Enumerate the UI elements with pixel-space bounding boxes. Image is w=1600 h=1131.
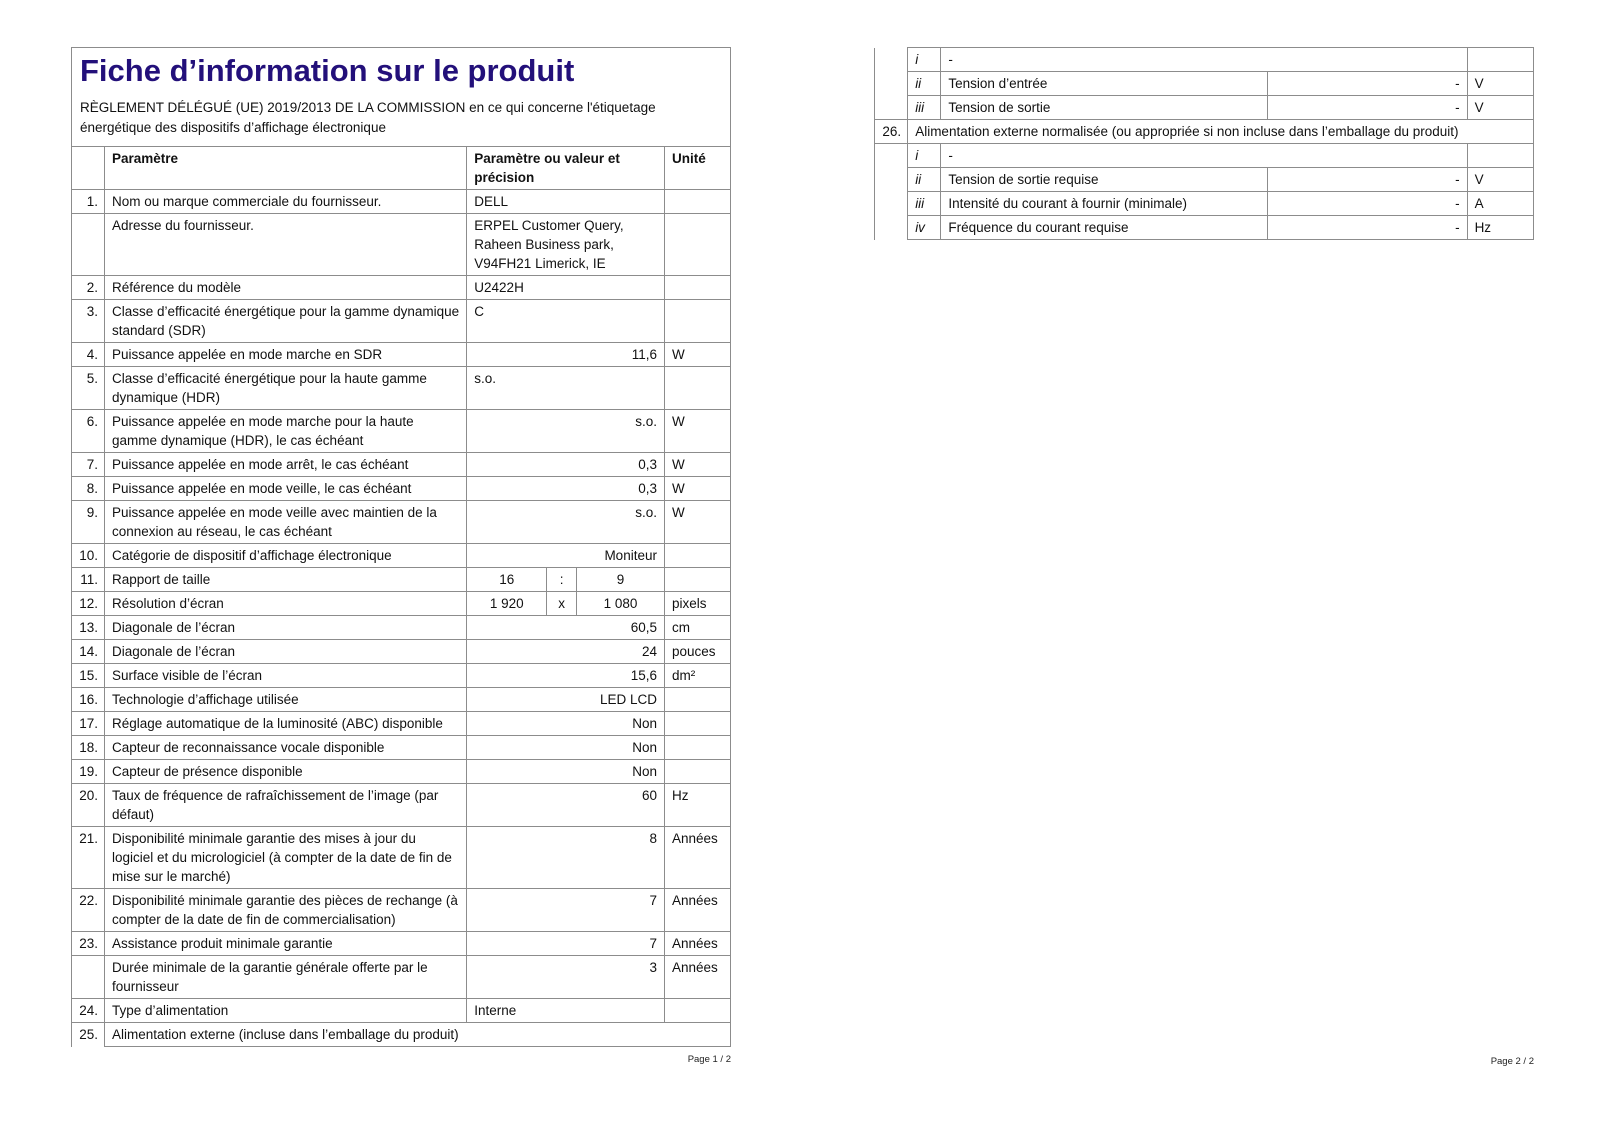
sub-unit: V bbox=[1467, 168, 1533, 192]
row-value: 60,5 bbox=[467, 616, 665, 640]
row-num: 4. bbox=[72, 343, 105, 367]
row-unit bbox=[664, 568, 730, 592]
table-row bbox=[72, 190, 731, 214]
row-num: 15. bbox=[72, 664, 105, 688]
sub-row bbox=[875, 48, 1534, 72]
row-value: s.o. bbox=[467, 501, 665, 544]
row-param: Rapport de taille bbox=[104, 568, 466, 592]
row-value: 7 bbox=[467, 889, 665, 932]
row-param: Réglage automatique de la luminosité (ABC) disponible bbox=[104, 712, 466, 736]
row-unit: pouces bbox=[664, 640, 730, 664]
row-value: Non bbox=[467, 712, 665, 736]
row-param: Puissance appelée en mode veille avec maintien de la connexion au réseau, le cas échéant bbox=[104, 501, 466, 544]
table-row bbox=[72, 640, 731, 664]
row-num: 10. bbox=[72, 544, 105, 568]
row-unit: Années bbox=[664, 827, 730, 889]
row-num: 9. bbox=[72, 501, 105, 544]
sub-unit: V bbox=[1467, 96, 1533, 120]
row-num: 23. bbox=[72, 932, 105, 956]
row-value: DELL bbox=[467, 190, 665, 214]
row-param: Taux de fréquence de rafraîchissement de l’image (par défaut) bbox=[104, 784, 466, 827]
ratio-height: 9 bbox=[577, 568, 665, 592]
row-param: Diagonale de l’écran bbox=[104, 640, 466, 664]
row-num: 1. bbox=[72, 190, 105, 214]
row-unit: pixels bbox=[664, 592, 730, 616]
row-num: 24. bbox=[72, 999, 105, 1023]
row-indent bbox=[875, 192, 908, 216]
sub-unit bbox=[1467, 144, 1533, 168]
row-value: 0,3 bbox=[467, 453, 665, 477]
row-value: 0,3 bbox=[467, 477, 665, 501]
sub-label: - bbox=[941, 144, 1467, 168]
row-value: Interne bbox=[467, 999, 665, 1023]
sub-value: - bbox=[1268, 168, 1467, 192]
row-unit bbox=[664, 999, 730, 1023]
table-row bbox=[72, 410, 731, 453]
table-row bbox=[72, 544, 731, 568]
row-num: 8. bbox=[72, 477, 105, 501]
row-num: 13. bbox=[72, 616, 105, 640]
row-num: 22. bbox=[72, 889, 105, 932]
sub-row bbox=[875, 168, 1534, 192]
table-row bbox=[72, 453, 731, 477]
row-param: Capteur de reconnaissance vocale disponible bbox=[104, 736, 466, 760]
resolution-separator: x bbox=[547, 592, 577, 616]
table-row bbox=[72, 736, 731, 760]
sub-index: ii bbox=[908, 168, 941, 192]
row-unit bbox=[664, 214, 730, 276]
row-unit bbox=[664, 544, 730, 568]
row-param: Disponibilité minimale garantie des pièces de rechange (à compter de la date de fin de commercialisation) bbox=[104, 889, 466, 932]
sub-unit: V bbox=[1467, 72, 1533, 96]
table-row bbox=[72, 501, 731, 544]
row-param: Nom ou marque commerciale du fournisseur. bbox=[104, 190, 466, 214]
sub-value: - bbox=[1268, 72, 1467, 96]
row-num: 25. bbox=[72, 1023, 105, 1047]
sub-value: - bbox=[1268, 192, 1467, 216]
document-title: Fiche d’information sur le produit bbox=[80, 53, 575, 88]
table-row bbox=[72, 932, 731, 956]
row-param: Puissance appelée en mode arrêt, le cas échéant bbox=[104, 453, 466, 477]
row-value: s.o. bbox=[467, 367, 665, 410]
row-num: 2. bbox=[72, 276, 105, 300]
table-row bbox=[72, 477, 731, 501]
row-param: Résolution d’écran bbox=[104, 592, 466, 616]
header-param: Paramètre bbox=[104, 147, 466, 190]
sub-label: - bbox=[941, 48, 1467, 72]
row-num: 18. bbox=[72, 736, 105, 760]
resolution-height: 1 080 bbox=[577, 592, 665, 616]
row-num: 5. bbox=[72, 367, 105, 410]
row-unit: cm bbox=[664, 616, 730, 640]
row-unit bbox=[664, 300, 730, 343]
sub-unit: A bbox=[1467, 192, 1533, 216]
table-row bbox=[72, 760, 731, 784]
row-unit bbox=[664, 712, 730, 736]
row-indent bbox=[875, 168, 908, 192]
row-param: Puissance appelée en mode marche pour la haute gamme dynamique (HDR), le cas échéant bbox=[104, 410, 466, 453]
row-value: 8 bbox=[467, 827, 665, 889]
row-unit: Hz bbox=[664, 784, 730, 827]
row-unit: W bbox=[664, 477, 730, 501]
sub-label: Tension de sortie requise bbox=[941, 168, 1268, 192]
row-param: Type d’alimentation bbox=[104, 999, 466, 1023]
sub-label: Tension d’entrée bbox=[941, 72, 1268, 96]
row-value: 60 bbox=[467, 784, 665, 827]
row-value: 3 bbox=[467, 956, 665, 999]
sub-value: - bbox=[1268, 96, 1467, 120]
table-row-26 bbox=[875, 120, 1534, 144]
row-value: Moniteur bbox=[467, 544, 665, 568]
row-param: Classe d’efficacité énergétique pour la gamme dynamique standard (SDR) bbox=[104, 300, 466, 343]
table-row bbox=[72, 889, 731, 932]
row-unit: W bbox=[664, 343, 730, 367]
page-footer: Page 1 / 2 bbox=[687, 1054, 731, 1065]
row-param: Capteur de présence disponible bbox=[104, 760, 466, 784]
table-row bbox=[72, 367, 731, 410]
row-indent bbox=[875, 96, 908, 120]
sub-label: Tension de sortie bbox=[941, 96, 1268, 120]
row-unit: Années bbox=[664, 956, 730, 999]
table-row bbox=[72, 827, 731, 889]
row-value: ERPEL Customer Query, Raheen Business park, V94FH21 Limerick, IE bbox=[467, 214, 665, 276]
row-unit: W bbox=[664, 410, 730, 453]
row-param: Alimentation externe normalisée (ou appropriée si non incluse dans l’emballage du produit) bbox=[908, 120, 1534, 144]
row-unit: Années bbox=[664, 932, 730, 956]
row-num: 14. bbox=[72, 640, 105, 664]
header-value: Paramètre ou valeur et précision bbox=[467, 147, 665, 190]
row-value: 11,6 bbox=[467, 343, 665, 367]
row-unit bbox=[664, 736, 730, 760]
sub-index: i bbox=[908, 144, 941, 168]
row-unit bbox=[664, 688, 730, 712]
header-unit: Unité bbox=[664, 147, 730, 190]
sub-row bbox=[875, 144, 1534, 168]
row-param: Catégorie de dispositif d’affichage électronique bbox=[104, 544, 466, 568]
table-row-25 bbox=[72, 1023, 731, 1047]
row-num: 26. bbox=[875, 120, 908, 144]
row-param: Surface visible de l’écran bbox=[104, 664, 466, 688]
table-row bbox=[72, 616, 731, 640]
sub-row bbox=[875, 216, 1534, 240]
row-param: Technologie d’affichage utilisée bbox=[104, 688, 466, 712]
row-param: Adresse du fournisseur. bbox=[104, 214, 466, 276]
row-num: 16. bbox=[72, 688, 105, 712]
sub-row bbox=[875, 96, 1534, 120]
table-row bbox=[72, 343, 731, 367]
row-indent bbox=[875, 144, 908, 168]
row-value: U2422H bbox=[467, 276, 665, 300]
row-indent bbox=[875, 72, 908, 96]
row-param: Diagonale de l’écran bbox=[104, 616, 466, 640]
row-num: 19. bbox=[72, 760, 105, 784]
sub-label: Intensité du courant à fournir (minimale) bbox=[941, 192, 1268, 216]
table-row bbox=[72, 956, 731, 999]
row-num: 12. bbox=[72, 592, 105, 616]
row-num: 11. bbox=[72, 568, 105, 592]
table-row bbox=[72, 664, 731, 688]
table-row bbox=[72, 214, 731, 276]
row-param: Alimentation externe (incluse dans l’emballage du produit) bbox=[104, 1023, 730, 1047]
table-row bbox=[72, 688, 731, 712]
row-param: Référence du modèle bbox=[104, 276, 466, 300]
table-row-ratio bbox=[72, 568, 731, 592]
sub-row bbox=[875, 192, 1534, 216]
row-param: Assistance produit minimale garantie bbox=[104, 932, 466, 956]
row-num bbox=[72, 214, 105, 276]
header-box bbox=[71, 47, 731, 146]
row-num: 3. bbox=[72, 300, 105, 343]
row-indent bbox=[875, 216, 908, 240]
table-row bbox=[72, 784, 731, 827]
row-unit bbox=[664, 190, 730, 214]
page-1 bbox=[71, 47, 731, 1065]
sub-unit bbox=[1467, 48, 1533, 72]
row-param: Puissance appelée en mode marche en SDR bbox=[104, 343, 466, 367]
row-num: 20. bbox=[72, 784, 105, 827]
row-indent bbox=[875, 48, 908, 72]
row-value: 7 bbox=[467, 932, 665, 956]
row-unit bbox=[664, 760, 730, 784]
row-unit: W bbox=[664, 453, 730, 477]
row-param: Classe d’efficacité énergétique pour la haute gamme dynamique (HDR) bbox=[104, 367, 466, 410]
table-row bbox=[72, 276, 731, 300]
row-value: s.o. bbox=[467, 410, 665, 453]
row-value: Non bbox=[467, 760, 665, 784]
table-row bbox=[72, 999, 731, 1023]
row-value: 15,6 bbox=[467, 664, 665, 688]
row-unit: W bbox=[664, 501, 730, 544]
row-unit: Années bbox=[664, 889, 730, 932]
product-info-table-continued bbox=[874, 47, 1534, 240]
row-num: 6. bbox=[72, 410, 105, 453]
header-num bbox=[72, 147, 105, 190]
sub-unit: Hz bbox=[1467, 216, 1533, 240]
row-value: C bbox=[467, 300, 665, 343]
page-footer: Page 2 / 2 bbox=[1490, 1056, 1534, 1067]
row-param: Puissance appelée en mode veille, le cas échéant bbox=[104, 477, 466, 501]
row-num: 7. bbox=[72, 453, 105, 477]
row-unit bbox=[664, 367, 730, 410]
sub-index: i bbox=[908, 48, 941, 72]
row-num bbox=[72, 956, 105, 999]
table-row bbox=[72, 300, 731, 343]
row-param: Disponibilité minimale garantie des mises à jour du logiciel et du micrologiciel (à compter de la date de fin de mise sur le marché) bbox=[104, 827, 466, 889]
sub-row bbox=[875, 72, 1534, 96]
document-subtitle: RÈGLEMENT DÉLÉGUÉ (UE) 2019/2013 DE LA COMMISSION en ce qui concerne l'étiquetage énergétique des dispositifs d’affichage électronique bbox=[80, 100, 656, 135]
sub-value: - bbox=[1268, 216, 1467, 240]
sub-index: ii bbox=[908, 72, 941, 96]
page-2 bbox=[874, 47, 1534, 1067]
row-value: Non bbox=[467, 736, 665, 760]
table-row bbox=[72, 712, 731, 736]
row-unit bbox=[664, 276, 730, 300]
table-row-resolution bbox=[72, 592, 731, 616]
row-unit: dm² bbox=[664, 664, 730, 688]
sub-label: Fréquence du courant requise bbox=[941, 216, 1268, 240]
row-value: LED LCD bbox=[467, 688, 665, 712]
table-header-row bbox=[72, 147, 731, 190]
ratio-separator: : bbox=[547, 568, 577, 592]
sub-index: iii bbox=[908, 96, 941, 120]
row-num: 17. bbox=[72, 712, 105, 736]
row-num: 21. bbox=[72, 827, 105, 889]
row-param: Durée minimale de la garantie générale offerte par le fournisseur bbox=[104, 956, 466, 999]
sub-index: iv bbox=[908, 216, 941, 240]
row-value: 24 bbox=[467, 640, 665, 664]
sub-index: iii bbox=[908, 192, 941, 216]
resolution-width: 1 920 bbox=[467, 592, 547, 616]
product-info-table bbox=[71, 146, 731, 1047]
ratio-width: 16 bbox=[467, 568, 547, 592]
